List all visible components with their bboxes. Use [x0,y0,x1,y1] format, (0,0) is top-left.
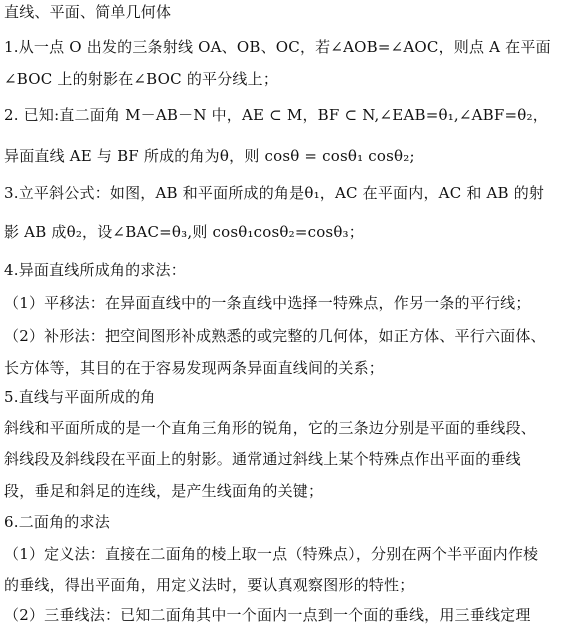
text-line-4: 异面直线 AE 与 BF 所成的角为θ，则 cosθ = cosθ₁ cosθ₂; [4,147,415,165]
text-line-18: （2）三垂线法：已知二面角其中一个面内一点到一个面的垂线，用三垂线定理 [4,606,531,624]
text-line-11: 5.直线与平面所成的角 [4,388,156,406]
text-line-6: 影 AB 成θ₂，设∠BAC=θ₃,则 cosθ₁cosθ₂=cosθ₃； [4,223,364,241]
text-line-2: ∠BOC 上的射影在∠BOC 的平分线上； [4,70,279,88]
text-line-8: （1）平移法：在异面直线中的一条直线中选择一特殊点，作另一条的平行线； [4,294,531,312]
text-line-3: 2. 已知:直二面角 M－AB－N 中，AE ⊂ M，BF ⊂ N,∠EAB=θ₁,∠ABF=θ₂， [4,106,548,124]
document-title: 直线、平面、简单几何体 [4,3,172,21]
text-line-12: 斜线和平面所成的是一个直角三角形的锐角，它的三条边分别是平面的垂线段、 [4,419,537,437]
text-line-1: 1.从一点 O 出发的三条射线 OA、OB、OC，若∠AOB=∠AOC，则点 A 在平面 [4,38,551,56]
text-line-10: 长方体等，其目的在于容易发现两条异面直线间的关系； [4,359,385,377]
text-line-5: 3.立平斜公式：如图，AB 和平面所成的角是θ₁，AC 在平面内，AC 和 AB 的射 [4,184,545,202]
text-line-15: 6.二面角的求法 [4,513,110,531]
text-line-9: （2）补形法：把空间图形补成熟悉的或完整的几何体，如正方体、平行六面体、 [4,327,546,345]
text-line-7: 4.异面直线所成角的求法： [4,261,186,279]
text-line-17: 的垂线，得出平面角，用定义法时，要认真观察图形的特性； [4,576,415,594]
text-line-16: （1）定义法：直接在二面角的棱上取一点（特殊点），分别在两个半平面内作棱 [4,545,539,563]
text-line-13: 斜线段及斜线段在平面上的射影。通常通过斜线上某个特殊点作出平面的垂线 [4,450,521,468]
text-line-14: 段，垂足和斜足的连线，是产生线面角的关键； [4,482,324,500]
